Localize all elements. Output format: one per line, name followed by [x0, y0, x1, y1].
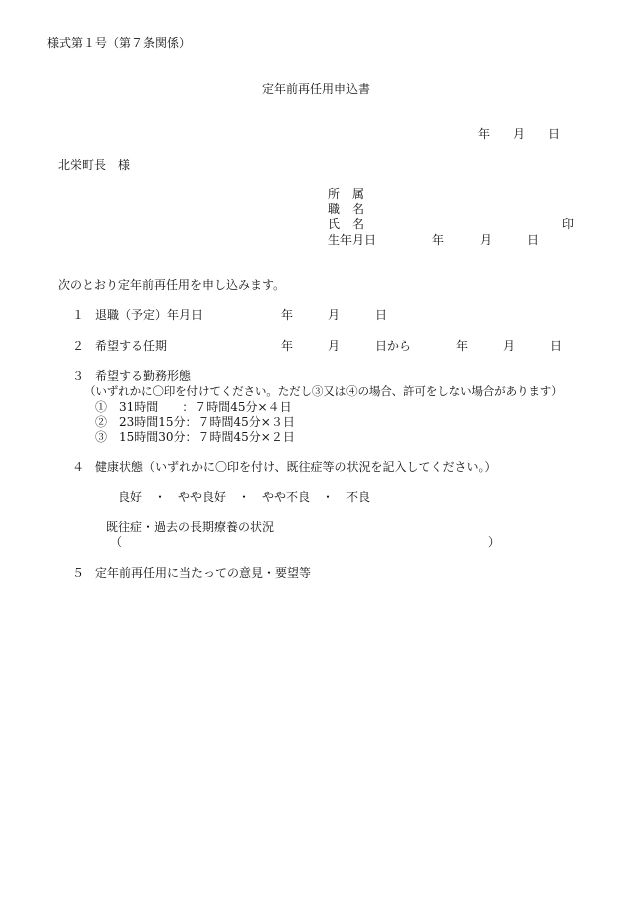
health-status-options: 良好 ・ やや良好 ・ やや不良 ・ 不良	[118, 490, 371, 504]
item-1-day: 日	[375, 308, 388, 322]
item-1-month: 月	[328, 308, 341, 322]
work-option-3: ③ 15時間30分：７時間45分×２日	[95, 430, 295, 444]
medical-history-paren-close: ）	[488, 535, 501, 549]
item-2-number: ２	[72, 339, 85, 353]
medical-history-paren-open: （	[110, 535, 123, 549]
item-2-day-from: 日から	[375, 339, 412, 353]
item-1-year: 年	[281, 308, 294, 322]
item-3-number: ３	[72, 369, 85, 383]
date-day-label: 日	[548, 127, 561, 141]
birth-year-label: 年	[432, 233, 445, 247]
item-4-label: 健康状態（いずれかに〇印を付け、既往症等の状況を記入してください。）	[95, 460, 497, 474]
document-title: 定年前再任用申込書	[262, 82, 371, 96]
form-number: 様式第１号（第７条関係）	[47, 36, 192, 50]
item-2-year: 年	[281, 339, 294, 353]
birth-date-label: 生年月日	[328, 233, 377, 247]
seal-mark: 印	[562, 217, 575, 231]
item-2-year-end: 年	[456, 339, 469, 353]
item-5-number: ５	[72, 566, 85, 580]
item-2-day-end: 日	[550, 339, 563, 353]
work-option-2: ② 23時間15分：７時間45分×３日	[95, 415, 295, 429]
item-1-number: １	[72, 308, 85, 322]
item-2-label: 希望する任期	[95, 339, 168, 353]
date-year-label: 年	[478, 127, 491, 141]
item-1-label: 退職（予定）年月日	[95, 308, 204, 322]
medical-history-label: 既往症・過去の長期療養の状況	[106, 520, 275, 534]
addressee: 北栄町長 様	[58, 158, 131, 172]
affiliation-label: 所 属	[328, 187, 365, 201]
item-4-number: ４	[72, 460, 85, 474]
item-3-note: （いずれかに〇印を付けてください。ただし③又は④の場合、許可をしない場合があります）	[84, 384, 563, 398]
birth-day-label: 日	[527, 233, 540, 247]
item-5-label: 定年前再任用に当たっての意見・要望等	[95, 566, 312, 580]
work-option-1: ① 31時間 ：７時間45分×４日	[95, 400, 292, 414]
name-label: 氏 名	[328, 217, 365, 231]
item-2-month-end: 月	[503, 339, 516, 353]
item-2-month: 月	[328, 339, 341, 353]
position-label: 職 名	[328, 202, 365, 216]
item-3-label: 希望する勤務形態	[95, 369, 192, 383]
date-month-label: 月	[513, 127, 526, 141]
intro-text: 次のとおり定年前再任用を申し込みます。	[58, 278, 286, 292]
birth-month-label: 月	[480, 233, 493, 247]
